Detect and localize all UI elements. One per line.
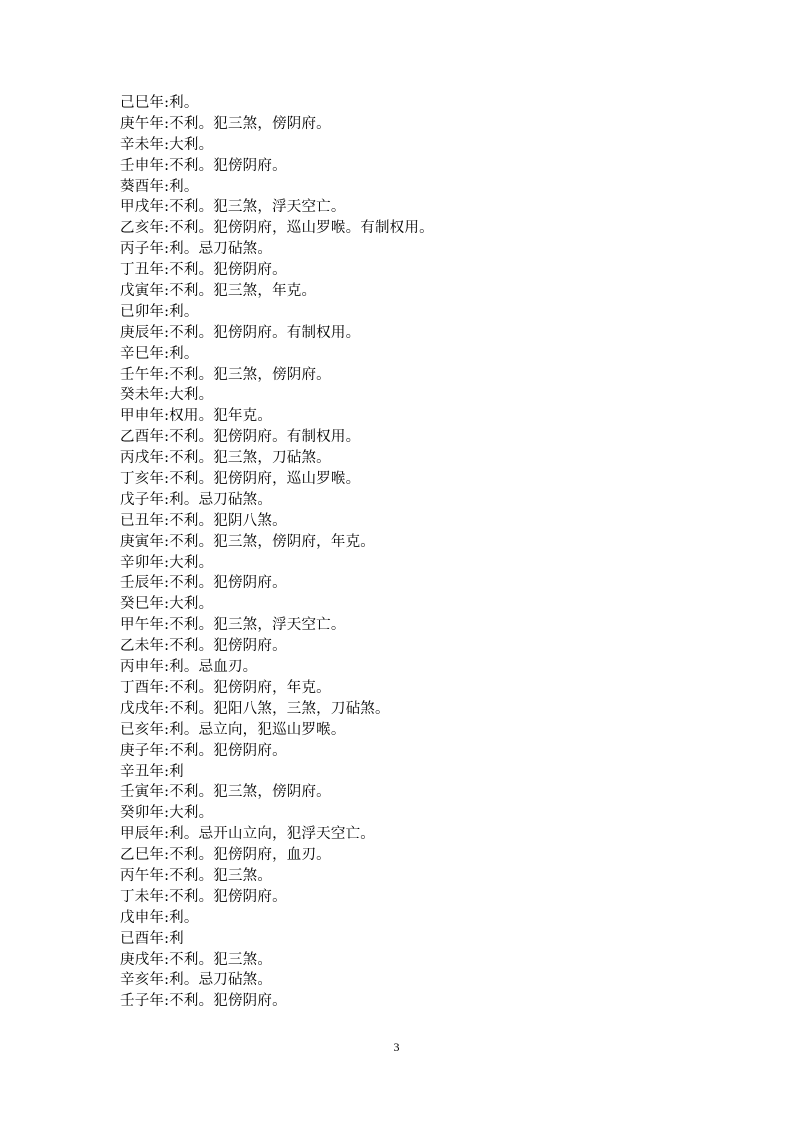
text-line: 丙申年:利。忌血刃。 <box>120 659 258 676</box>
text-line: 甲申年:权用。犯年克。 <box>120 408 273 425</box>
text-line: 乙亥年:不利。犯傍阴府，巡山罗喉。有制权用。 <box>120 220 434 237</box>
text-line: 已亥年:利。忌立向，犯巡山罗喉。 <box>120 721 346 738</box>
text-line: 丁未年:不利。犯傍阴府。 <box>120 888 287 905</box>
text-line: 丙子年:利。忌刀砧煞。 <box>120 241 273 258</box>
text-line: 戊申年:利。 <box>120 909 199 926</box>
text-line: 癸巳年:大利。 <box>120 596 214 613</box>
page-number: 3 <box>393 1040 400 1054</box>
text-line: 乙酉年:不利。犯傍阴府。有制权用。 <box>120 429 361 446</box>
text-line: 丁酉年:不利。犯傍阴府，年克。 <box>120 679 331 696</box>
text-line: 丁亥年:不利。犯傍阴府，巡山罗喉。 <box>120 471 361 488</box>
text-line: 壬午年:不利。犯三煞，傍阴府。 <box>120 366 331 383</box>
text-line: 已卯年:利。 <box>120 303 199 320</box>
text-line: 甲午年:不利。犯三煞，浮天空亡。 <box>120 617 346 634</box>
text-lines <box>120 93 720 1012</box>
text-line: 乙巳年:不利。犯傍阴府，血刃。 <box>120 847 331 864</box>
text-line: 癸未年:大利。 <box>120 387 214 404</box>
text-line: 壬申年:不利。犯傍阴府。 <box>120 157 287 174</box>
text-line: 辛未年:大利。 <box>120 136 214 153</box>
text-line: 辛巳年:利。 <box>120 345 199 362</box>
text-line: 乙未年:不利。犯傍阴府。 <box>120 638 287 655</box>
text-line: 辛丑年:利 <box>120 763 184 780</box>
text-line: 庚午年:不利。犯三煞，傍阴府。 <box>120 115 331 132</box>
text-line: 庚戌年:不利。犯三煞。 <box>120 951 273 968</box>
text-line: 甲辰年:利。忌开山立向，犯浮天空亡。 <box>120 826 375 843</box>
text-line: 己巳年:利。 <box>120 95 199 111</box>
text-line: 葵酉年:利。 <box>120 178 199 195</box>
text-line: 已酉年:利 <box>120 930 184 947</box>
text-line: 庚寅年:不利。犯三煞，傍阴府，年克。 <box>120 533 375 550</box>
text-line: 庚子年:不利。犯傍阴府。 <box>120 742 287 759</box>
text-line: 丙戌年:不利。犯三煞，刀砧煞。 <box>120 450 331 467</box>
text-line: 辛卯年:大利。 <box>120 554 214 571</box>
text-line: 戊戌年:不利。犯阳八煞，三煞，刀砧煞。 <box>120 700 390 717</box>
text-line: 癸卯年:大利。 <box>120 805 214 822</box>
text-line: 壬寅年:不利。犯三煞，傍阴府。 <box>120 784 331 801</box>
text-line: 辛亥年:利。忌刀砧煞。 <box>120 972 273 989</box>
text-line: 壬辰年:不利。犯傍阴府。 <box>120 575 287 592</box>
text-line: 壬子年:不利。犯傍阴府。 <box>120 993 287 1010</box>
text-line: 戊寅年:不利。犯三煞，年克。 <box>120 283 317 300</box>
text-line: 庚辰年:不利。犯傍阴府。有制权用。 <box>120 324 361 341</box>
text-line: 丙午年:不利。犯三煞。 <box>120 867 273 884</box>
text-line: 已丑年:不利。犯阴八煞。 <box>120 512 287 529</box>
text-line: 甲戌年:不利。犯三煞，浮天空亡。 <box>120 199 346 216</box>
text-line: 丁丑年:不利。犯傍阴府。 <box>120 262 287 279</box>
text-line: 戊子年:利。忌刀砧煞。 <box>120 491 273 508</box>
